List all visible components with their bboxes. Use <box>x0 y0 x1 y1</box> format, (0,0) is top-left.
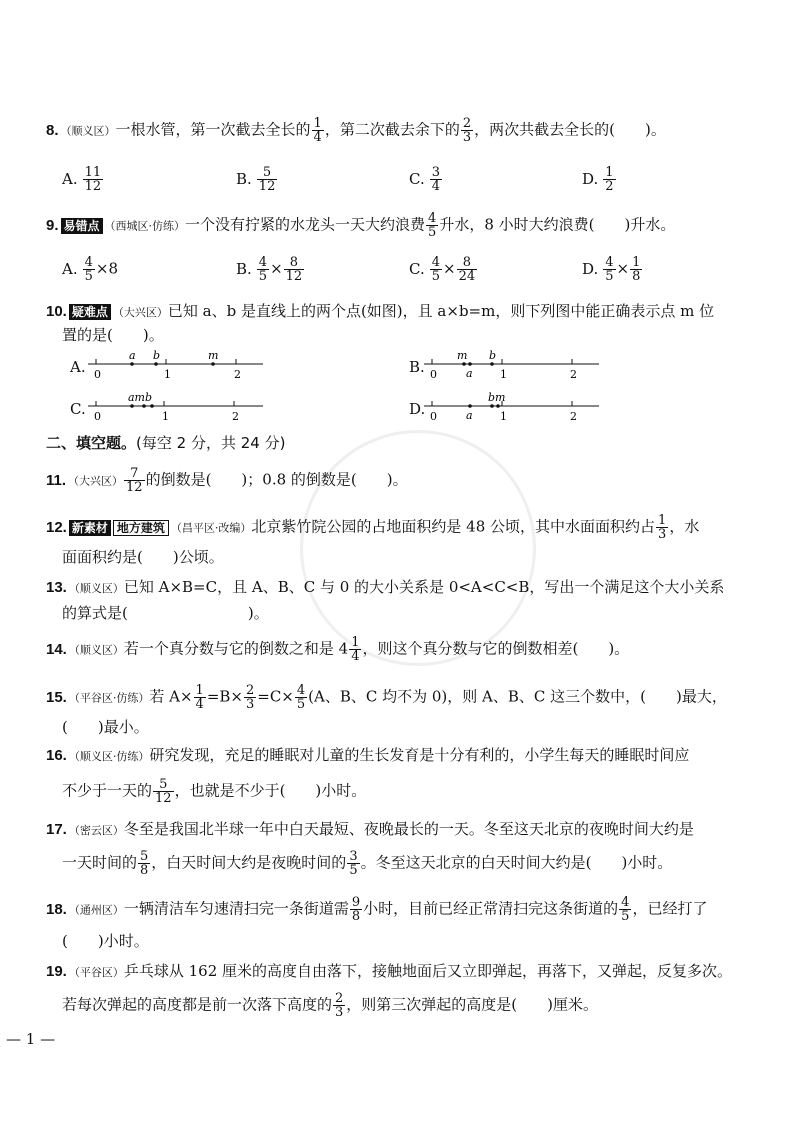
option-b[interactable] <box>236 256 305 283</box>
question-number: 16. <box>46 747 67 764</box>
option-label: C. <box>409 259 425 278</box>
question-15 <box>46 684 727 711</box>
text: (A、B、C 均不为 0)，则 A、B、C 这三个数中，( )最大， <box>308 687 727 706</box>
text: ，也就是不少于( )小时。 <box>174 781 367 800</box>
denominator: 8 <box>140 863 149 878</box>
region-label: （密云区） <box>68 824 124 837</box>
option-label: D. <box>409 400 426 418</box>
question-19-cont <box>62 992 598 1019</box>
fraction <box>257 256 269 283</box>
denominator: 5 <box>431 269 440 284</box>
fraction <box>194 684 206 711</box>
tick-1: 1 <box>162 410 169 423</box>
tick-0: 0 <box>430 410 437 423</box>
denominator: 3 <box>658 527 667 542</box>
option-a[interactable] <box>62 256 118 283</box>
text: 冬至是我国北半球一年中白天最短、夜晚最长的一天。冬至这天北京的夜晚时间大约是 <box>123 820 694 838</box>
text: 小时，目前已经正常清扫完这条街道的 <box>363 899 619 918</box>
question-number: 9. <box>46 216 59 234</box>
question-17 <box>46 818 694 842</box>
text: =C× <box>257 687 294 706</box>
denominator: 4 <box>313 130 322 145</box>
number-line-b <box>424 348 604 382</box>
question-18-cont <box>62 930 149 952</box>
numerator: 2 <box>245 683 255 698</box>
tick-0: 0 <box>94 410 101 423</box>
page-number: — 1 — <box>6 1030 56 1048</box>
region-label: （平谷区） <box>68 966 124 979</box>
new-material-tag: 新素材 <box>69 520 111 536</box>
text: 研究发现，充足的睡眠对儿童的生长发育是十分有利的，小学生每天的睡眠时间应 <box>149 746 690 764</box>
numerator: 4 <box>605 255 614 270</box>
tick-0: 0 <box>430 368 437 381</box>
numerator: 3 <box>431 165 440 180</box>
fraction <box>656 514 668 541</box>
text: 一根水管，第一次截去全长的 <box>115 120 311 139</box>
option-label: B. <box>236 169 252 188</box>
fraction <box>138 850 150 877</box>
denominator: 24 <box>458 269 476 284</box>
numerator: 4 <box>258 255 268 270</box>
text: ，已经打了 <box>632 899 708 918</box>
question-12 <box>46 514 699 541</box>
region-label: （顺义区） <box>68 643 124 657</box>
section-subtitle: (每空 2 分，共 24 分) <box>136 434 286 452</box>
fraction <box>426 212 438 239</box>
tick-2: 2 <box>570 368 577 381</box>
text: 已知 A×B=C，且 A、B、C 与 0 的大小关系是 0<A<C<B，写出一个满足这个大小关系 <box>123 578 725 596</box>
fraction <box>603 256 615 283</box>
difficulty-tag: 易错点 <box>61 218 103 234</box>
option-d[interactable] <box>582 256 643 283</box>
option-label: A. <box>62 169 78 188</box>
region-label: （通州区） <box>68 903 124 917</box>
option-label: B. <box>409 358 425 376</box>
question-10-cont <box>62 324 164 346</box>
option-a[interactable] <box>70 356 90 378</box>
denominator: 4 <box>431 179 440 194</box>
region-label: （大兴区） <box>112 306 168 319</box>
tick-2: 2 <box>570 410 577 423</box>
denominator: 4 <box>351 649 360 664</box>
question-19 <box>46 960 732 984</box>
denominator: 3 <box>462 130 472 145</box>
points-amb: amb <box>128 391 153 404</box>
numerator: 4 <box>431 255 440 270</box>
text: ，第二次截去余下的 <box>324 120 460 139</box>
numerator: 8 <box>457 256 478 270</box>
text: 乒乓球从 162 厘米的高度自由落下，接触地面后又立即弹起，再落下，又弹起，反复多次。 <box>123 962 733 980</box>
fraction <box>333 992 345 1019</box>
denominator: 5 <box>428 225 437 240</box>
section-title: 二、填空题。 <box>46 434 137 452</box>
denominator: 12 <box>126 480 143 495</box>
numerator: 1 <box>658 513 667 528</box>
text: 的算式是( )。 <box>62 604 269 622</box>
point-b: b <box>153 349 161 362</box>
numerator: 5 <box>257 166 278 180</box>
fraction <box>430 166 442 193</box>
text: 若 A× <box>149 687 193 706</box>
denominator: 5 <box>296 697 306 712</box>
text: ，则第三次弹起的高度是( )厘米。 <box>346 995 599 1014</box>
question-16 <box>46 744 689 768</box>
fraction <box>350 896 362 923</box>
region-label: （顺义区·仿练） <box>68 750 150 763</box>
numerator: 5 <box>153 778 174 792</box>
question-15-cont <box>62 716 149 738</box>
text: 。冬至这天北京的白天时间大约是( )小时。 <box>360 853 673 872</box>
tick-2: 2 <box>232 410 239 423</box>
numerator: 4 <box>621 895 630 910</box>
numerator: 7 <box>124 467 145 481</box>
fraction <box>457 256 478 283</box>
text: 若每次弹起的高度都是前一次落下高度的 <box>62 995 333 1014</box>
point-a: a <box>129 349 136 362</box>
text: 若一个真分数与它的倒数之和是 4 <box>123 639 349 658</box>
text: ，两次共截去全长的( )。 <box>474 120 666 139</box>
region-label: （平谷区·仿练） <box>68 691 150 705</box>
denominator: 12 <box>258 179 276 194</box>
question-12-cont <box>62 546 224 568</box>
operator: ×8 <box>95 259 119 278</box>
numerator: 2 <box>462 116 472 131</box>
text: 一辆清洁车匀速清扫完一条街道需 <box>123 899 349 918</box>
point-a: a <box>466 367 473 380</box>
points-bm: bm <box>488 391 506 404</box>
question-8 <box>46 117 666 144</box>
point-a: a <box>466 409 473 422</box>
option-label: A. <box>62 259 78 278</box>
text: ，则这个真分数与它的倒数相差( )。 <box>362 639 630 658</box>
point-m: m <box>457 349 468 362</box>
region-label: （昌平区·改编） <box>170 521 252 535</box>
option-label: C. <box>70 400 86 418</box>
denominator: 5 <box>349 863 358 878</box>
fraction <box>244 684 256 711</box>
question-16-cont <box>62 778 366 805</box>
denominator: 5 <box>258 269 268 284</box>
option-b[interactable] <box>236 166 278 193</box>
tick-0: 0 <box>94 368 101 381</box>
numerator: 4 <box>296 683 306 698</box>
text: 一天时间的 <box>62 853 138 872</box>
question-10 <box>46 300 714 324</box>
question-13 <box>46 576 724 600</box>
question-13-cont <box>62 602 269 624</box>
topic-tag: 地方建筑 <box>113 520 169 536</box>
option-label: C. <box>409 169 425 188</box>
denominator: 4 <box>195 697 204 712</box>
fraction <box>312 117 324 144</box>
number-line-c <box>88 390 268 424</box>
denominator: 5 <box>621 909 630 924</box>
region-label: （顺义区） <box>68 582 124 595</box>
denominator: 12 <box>84 179 102 194</box>
text: 已知 a、b 是直线上的两个点(如图)，且 a×b=m，则下列图中能正确表示点 m 位 <box>167 302 715 320</box>
numerator: 3 <box>349 849 358 864</box>
operator: × <box>443 259 456 278</box>
numerator: 11 <box>84 165 102 180</box>
text: ( )小时。 <box>62 932 149 950</box>
numerator: 9 <box>351 895 361 910</box>
numerator: 1 <box>605 165 614 180</box>
region-label: （西城区·仿练） <box>104 219 186 233</box>
option-label: D. <box>582 169 599 188</box>
denominator: 12 <box>155 791 172 806</box>
text: 的倒数是( )；0.8 的倒数是( )。 <box>145 470 408 489</box>
text: 置的是( )。 <box>62 326 164 344</box>
numerator: 1 <box>351 635 360 650</box>
question-number: 10. <box>46 303 67 320</box>
fraction <box>347 850 359 877</box>
question-18 <box>46 896 707 923</box>
point-m: m <box>208 349 219 362</box>
fraction <box>295 684 307 711</box>
denominator: 3 <box>335 1005 344 1020</box>
text: 北京紫竹院公园的占地面积约是 48 公顷，其中水面面积约占 <box>251 517 656 536</box>
text: ，白天时间大约是夜晚时间的 <box>151 853 347 872</box>
number-line-a <box>88 348 268 382</box>
operator: × <box>270 259 283 278</box>
section-heading <box>46 432 285 454</box>
numerator: 4 <box>84 255 93 270</box>
watermark-seal <box>300 430 536 666</box>
text: 面面积约是( )公顷。 <box>62 548 224 566</box>
tick-2: 2 <box>234 368 241 381</box>
fraction <box>430 256 442 283</box>
question-number: 15. <box>46 688 67 706</box>
option-a[interactable] <box>62 166 104 193</box>
denominator: 2 <box>605 179 614 194</box>
fraction <box>284 256 305 283</box>
fraction <box>603 166 615 193</box>
question-number: 13. <box>46 579 67 596</box>
fraction <box>83 166 104 193</box>
option-label: A. <box>70 358 86 376</box>
denominator: 8 <box>632 269 641 284</box>
numerator: 5 <box>140 849 149 864</box>
denominator: 8 <box>351 909 361 924</box>
question-number: 17. <box>46 821 67 838</box>
difficulty-tag: 疑难点 <box>69 304 111 320</box>
denominator: 5 <box>605 269 614 284</box>
text: 一个没有拧紧的水龙头一天大约浪费 <box>185 215 426 234</box>
region-label: （顺义区） <box>60 124 116 138</box>
fraction <box>124 467 145 494</box>
option-c[interactable] <box>409 256 478 283</box>
fraction <box>153 778 174 805</box>
numerator: 1 <box>195 683 204 698</box>
operator: × <box>616 259 630 278</box>
option-c[interactable] <box>409 166 443 193</box>
denominator: 12 <box>285 269 303 284</box>
question-number: 18. <box>46 900 67 918</box>
question-number: 14. <box>46 640 67 658</box>
region-label: （大兴区） <box>68 474 124 488</box>
question-14 <box>46 636 629 663</box>
fraction <box>619 896 631 923</box>
fraction <box>83 256 95 283</box>
numerator: 1 <box>313 116 322 131</box>
fraction <box>630 256 642 283</box>
question-number: 11. <box>46 471 67 489</box>
tick-1: 1 <box>500 368 507 381</box>
question-number: 19. <box>46 963 67 980</box>
denominator: 5 <box>84 269 93 284</box>
option-label: B. <box>236 259 252 278</box>
numerator: 2 <box>335 991 344 1006</box>
numerator: 1 <box>632 255 641 270</box>
text: =B× <box>206 687 243 706</box>
text: ，水 <box>669 517 700 536</box>
question-11 <box>46 467 408 494</box>
question-number: 12. <box>46 518 67 536</box>
point-b: b <box>489 349 497 362</box>
text: 升水，8 小时大约浪费( )升水。 <box>439 215 676 234</box>
denominator: 3 <box>245 697 255 712</box>
option-label: D. <box>582 259 599 278</box>
text: 不少于一天的 <box>62 781 153 800</box>
tick-1: 1 <box>164 368 171 381</box>
numerator: 8 <box>284 256 305 270</box>
question-number: 8. <box>46 121 59 139</box>
question-17-cont <box>62 850 672 877</box>
tick-1: 1 <box>500 410 507 423</box>
numerator: 4 <box>428 211 437 226</box>
number-line-d <box>424 390 604 424</box>
fraction <box>257 166 278 193</box>
fraction <box>349 636 361 663</box>
option-d[interactable] <box>582 166 617 193</box>
fraction <box>461 117 473 144</box>
question-9 <box>46 212 675 239</box>
text: ( )最小。 <box>62 718 149 736</box>
option-c[interactable] <box>70 398 90 420</box>
